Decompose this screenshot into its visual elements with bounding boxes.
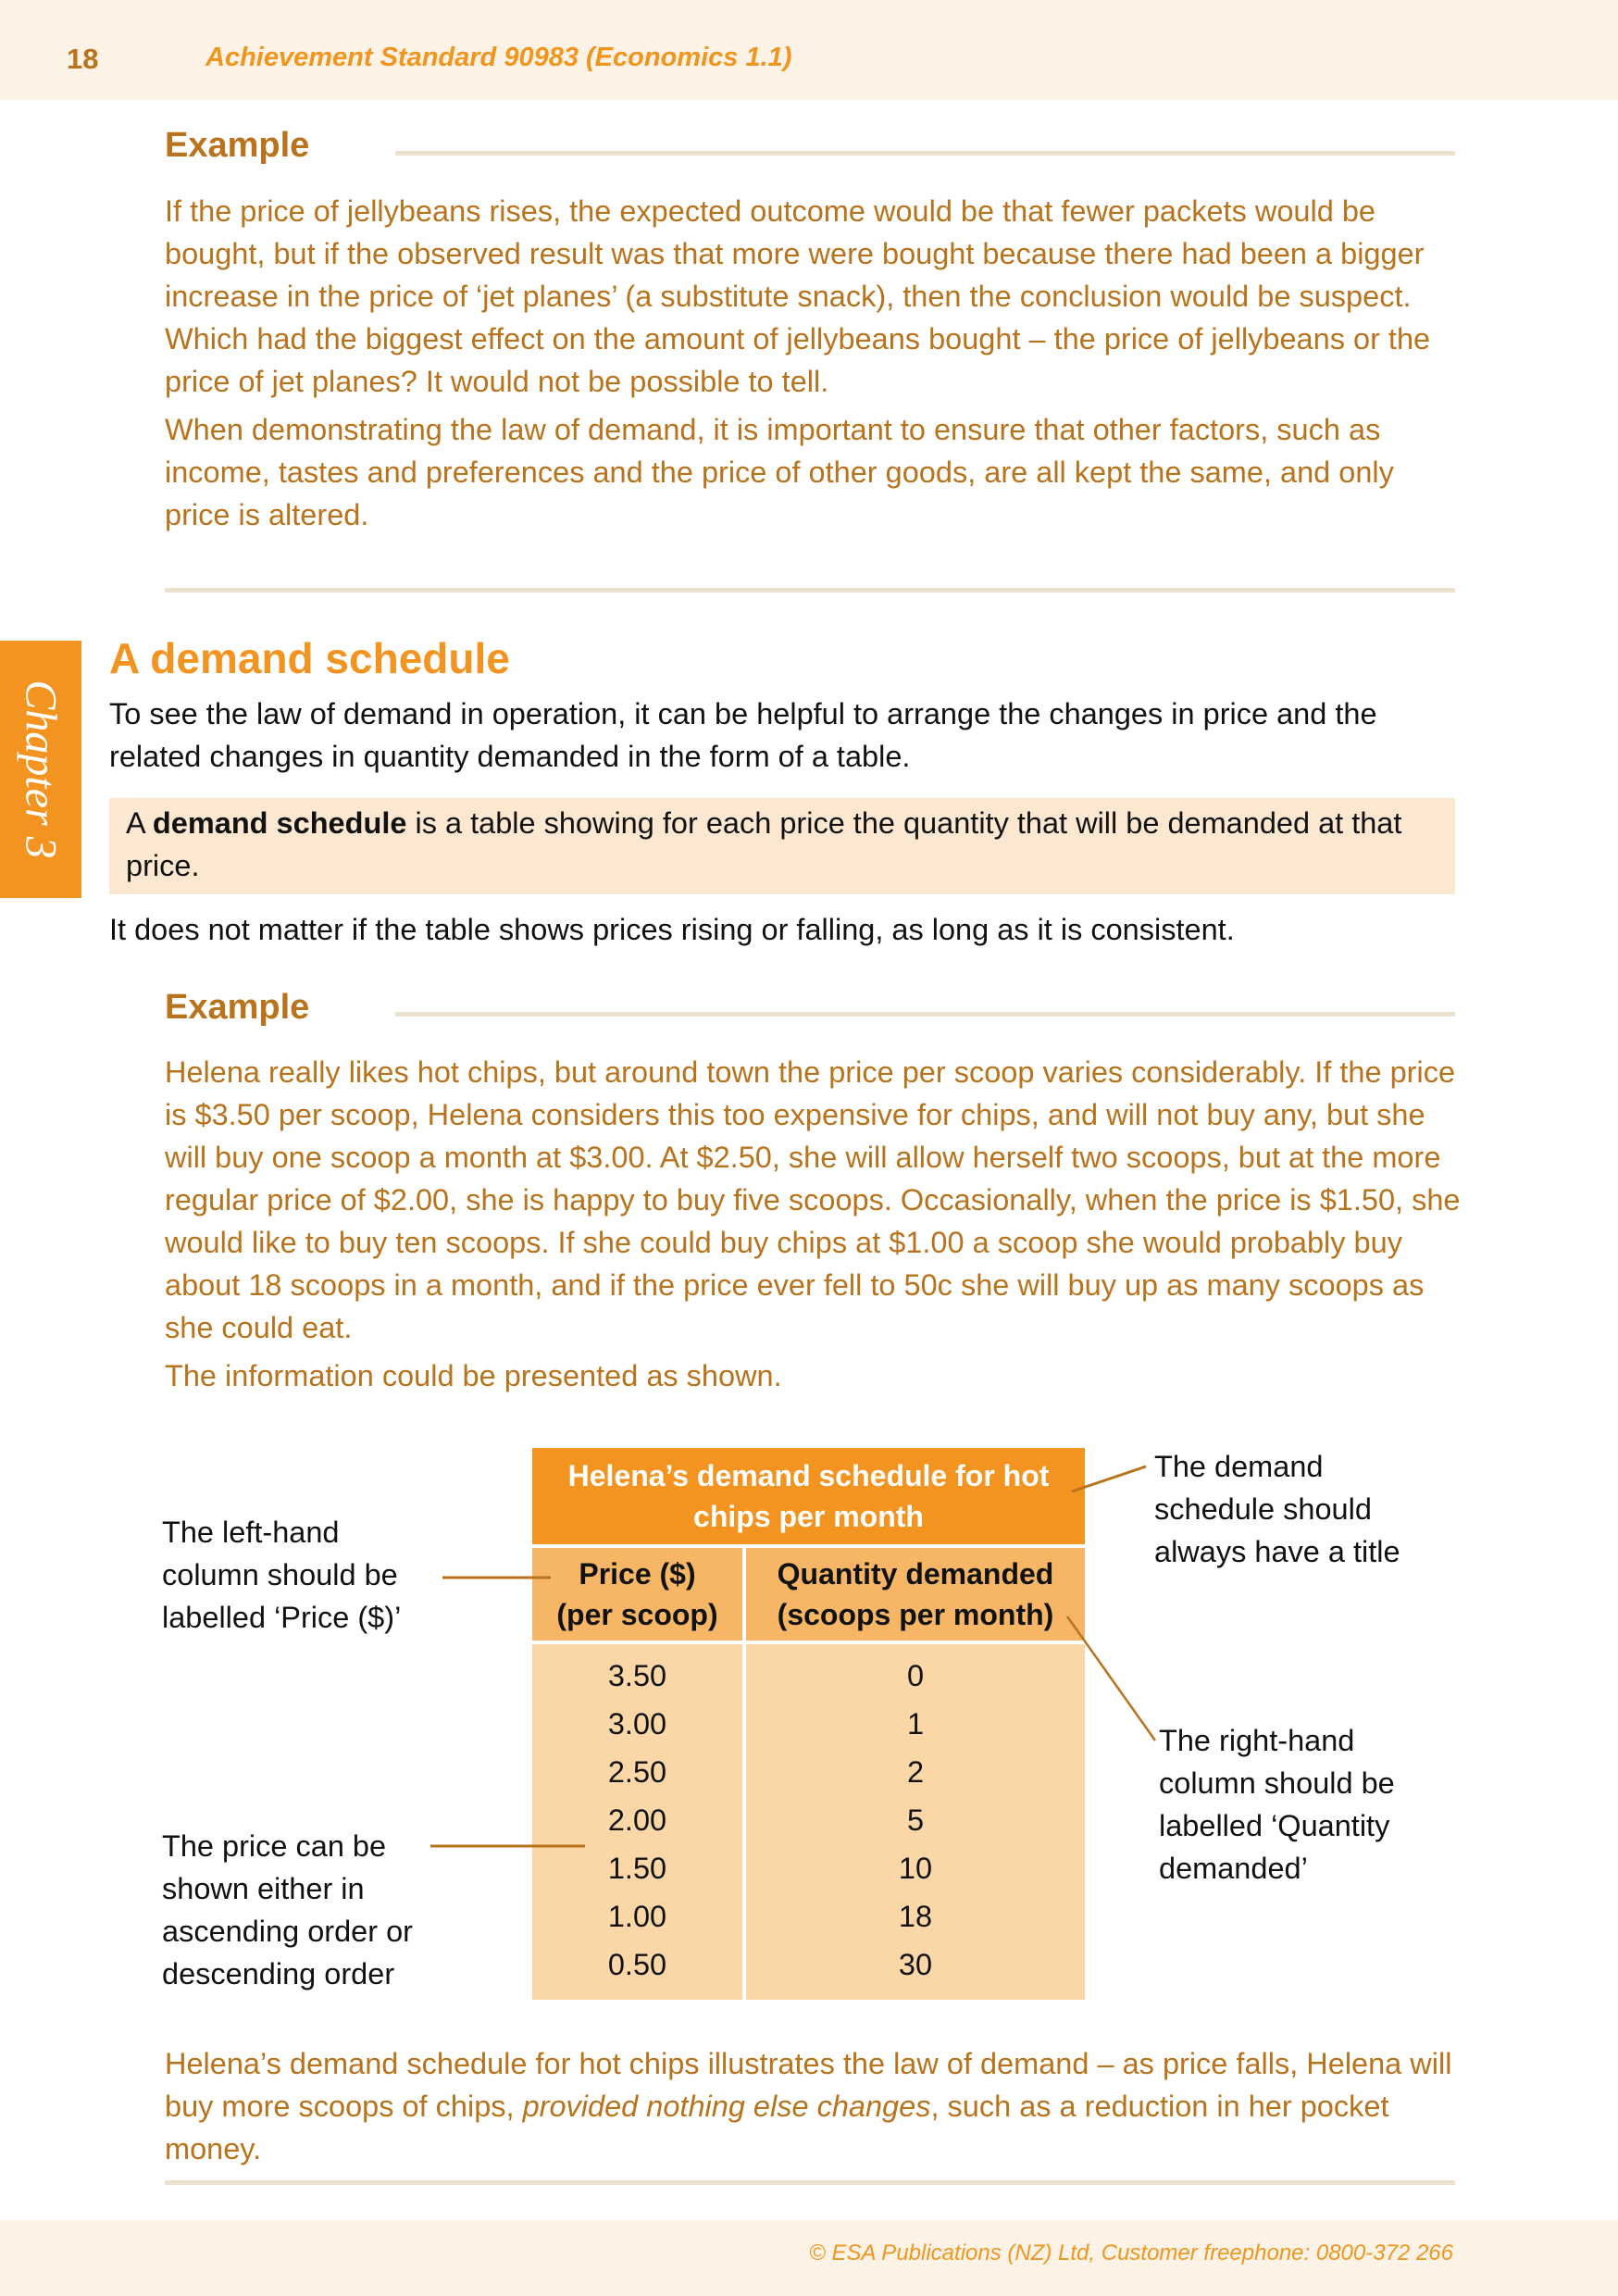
chapter-label: Chapter 3 bbox=[16, 680, 66, 859]
annotation-line: descending order bbox=[162, 1957, 395, 1990]
price-cell: 2.00 bbox=[607, 1803, 667, 1837]
annotation-line: column should be bbox=[1159, 1766, 1395, 1800]
quantity-cell: 0 bbox=[906, 1659, 925, 1692]
chapter-tab[interactable] bbox=[0, 641, 81, 898]
definition-box bbox=[109, 798, 1455, 894]
conclusion-text bbox=[165, 2042, 1461, 2170]
definition-text bbox=[126, 802, 1440, 887]
example-heading-rule bbox=[395, 1012, 1455, 1017]
section-intro: To see the law of demand in operation, it can be helpful to arrange the changes in price and the related changes in quantity demanded in the form of a table. bbox=[109, 697, 1377, 773]
annotation-right-column bbox=[1159, 1719, 1395, 1890]
annotation-line: demanded’ bbox=[1159, 1852, 1308, 1885]
page-header bbox=[0, 0, 1618, 100]
example-text bbox=[165, 190, 1461, 542]
annotation-line: always have a title bbox=[1154, 1535, 1400, 1568]
annotation-price-order bbox=[162, 1825, 413, 1995]
conclusion-part: Helena’s demand schedule for hot chips illustrates the law of demand – as price falls, Helena will buy more scoops of chips, bbox=[165, 2047, 1452, 2123]
header-line: (per scoop) bbox=[556, 1598, 718, 1631]
price-cell: 3.50 bbox=[607, 1659, 667, 1692]
page-number: 18 bbox=[67, 43, 99, 75]
demand-schedule-table bbox=[532, 1448, 1085, 2000]
quantity-cell: 30 bbox=[898, 1948, 933, 1981]
annotation-line: ascending order or bbox=[162, 1915, 413, 1948]
price-column-header bbox=[532, 1548, 742, 1641]
annotation-line: labelled ‘Quantity bbox=[1159, 1809, 1390, 1842]
annotation-line: labelled ‘Price ($)’ bbox=[162, 1601, 402, 1634]
table-body bbox=[532, 1644, 1085, 2000]
price-cell: 3.00 bbox=[607, 1707, 667, 1741]
price-cell: 1.00 bbox=[607, 1900, 667, 1933]
quantity-column bbox=[746, 1644, 1085, 2000]
example-paragraph: If the price of jellybeans rises, the expected outcome would be that fewer packets would be bought, but if the observed result was that more were bought because there had been a bigger increase in the price of ‘jet planes’ (a substitute snack), then the conclusion would be suspect. Which had the biggest effect on the amount of jellybeans bought – the price of jellybeans or the price of jet planes? It would not be possible to tell. bbox=[165, 194, 1431, 398]
example-paragraph: When demonstrating the law of demand, it is important to ensure that other factors, such as income, tastes and preferences and the price of other goods, are all kept the same, and only price is altered. bbox=[165, 413, 1394, 531]
definition-rest: is a table showing for each price the quantity that will be demanded at that price. bbox=[126, 806, 1402, 882]
page-footer bbox=[0, 2220, 1618, 2296]
example-paragraph: The information could be presented as shown. bbox=[165, 1359, 782, 1392]
header-line: Price ($) bbox=[579, 1557, 696, 1591]
example-end-rule bbox=[165, 2180, 1455, 2185]
price-cell: 0.50 bbox=[607, 1948, 667, 1981]
annotation-line: The left-hand bbox=[162, 1516, 340, 1549]
table-header-row bbox=[532, 1548, 1085, 1641]
price-cell: 1.50 bbox=[607, 1852, 667, 1885]
annotation-line: shown either in bbox=[162, 1872, 365, 1905]
price-cell: 2.50 bbox=[607, 1755, 667, 1789]
annotation-line: schedule should bbox=[1154, 1492, 1372, 1526]
conclusion-emphasis: provided nothing else changes bbox=[522, 2090, 931, 2123]
header-line: Quantity demanded bbox=[777, 1557, 1054, 1591]
annotation-title-note bbox=[1154, 1445, 1400, 1573]
example-heading: Example bbox=[165, 126, 310, 165]
quantity-cell: 10 bbox=[898, 1852, 933, 1885]
quantity-cell: 2 bbox=[906, 1755, 925, 1789]
example-text bbox=[165, 1051, 1461, 1403]
section-title: A demand schedule bbox=[109, 634, 510, 682]
definition-term: demand schedule bbox=[152, 806, 407, 840]
quantity-cell: 18 bbox=[898, 1900, 933, 1933]
annotation-line: column should be bbox=[162, 1558, 398, 1591]
header-line: (scoops per month) bbox=[777, 1598, 1054, 1631]
price-column bbox=[532, 1644, 742, 2000]
example-heading-rule bbox=[395, 151, 1455, 156]
section-note: It does not matter if the table shows prices rising or falling, as long as it is consistent. bbox=[109, 913, 1235, 946]
annotation-line: The price can be bbox=[162, 1829, 387, 1863]
annotation-line: The demand bbox=[1154, 1450, 1324, 1483]
copyright-text: © ESA Publications (NZ) Ltd, Customer freephone: 0800-372 266 bbox=[809, 2240, 1453, 2265]
definition-prefix: A bbox=[126, 806, 153, 840]
conclusion-part: , such as a reduction in her pocket money. bbox=[165, 2090, 1389, 2165]
annotation-line: The right-hand bbox=[1159, 1724, 1355, 1757]
example-heading: Example bbox=[165, 988, 310, 1027]
table-title: Helena’s demand schedule for hot chips per month bbox=[532, 1448, 1085, 1544]
example-paragraph: Helena really likes hot chips, but around town the price per scoop varies considerably. If the price is $3.50 per scoop, Helena considers this too expensive for chips, and will not buy any, but she will buy one scoop a month at $3.00. At $2.50, she will allow herself two scoops, but at the more regular price of $2.00, she is happy to buy five scoops. Occasionally, when the price is $1.50, she would like to buy ten scoops. If she could buy chips at $1.00 a scoop she would probably buy about 18 scoops in a month, and if the price ever fell to 50c she will buy up as many scoops as she could eat. bbox=[165, 1055, 1461, 1344]
quantity-column-header bbox=[746, 1548, 1085, 1641]
example-end-rule bbox=[165, 588, 1455, 593]
quantity-cell: 1 bbox=[906, 1707, 925, 1741]
annotation-left-column bbox=[162, 1511, 401, 1639]
running-title: Achievement Standard 90983 (Economics 1.1) bbox=[205, 43, 792, 72]
quantity-cell: 5 bbox=[906, 1803, 925, 1837]
